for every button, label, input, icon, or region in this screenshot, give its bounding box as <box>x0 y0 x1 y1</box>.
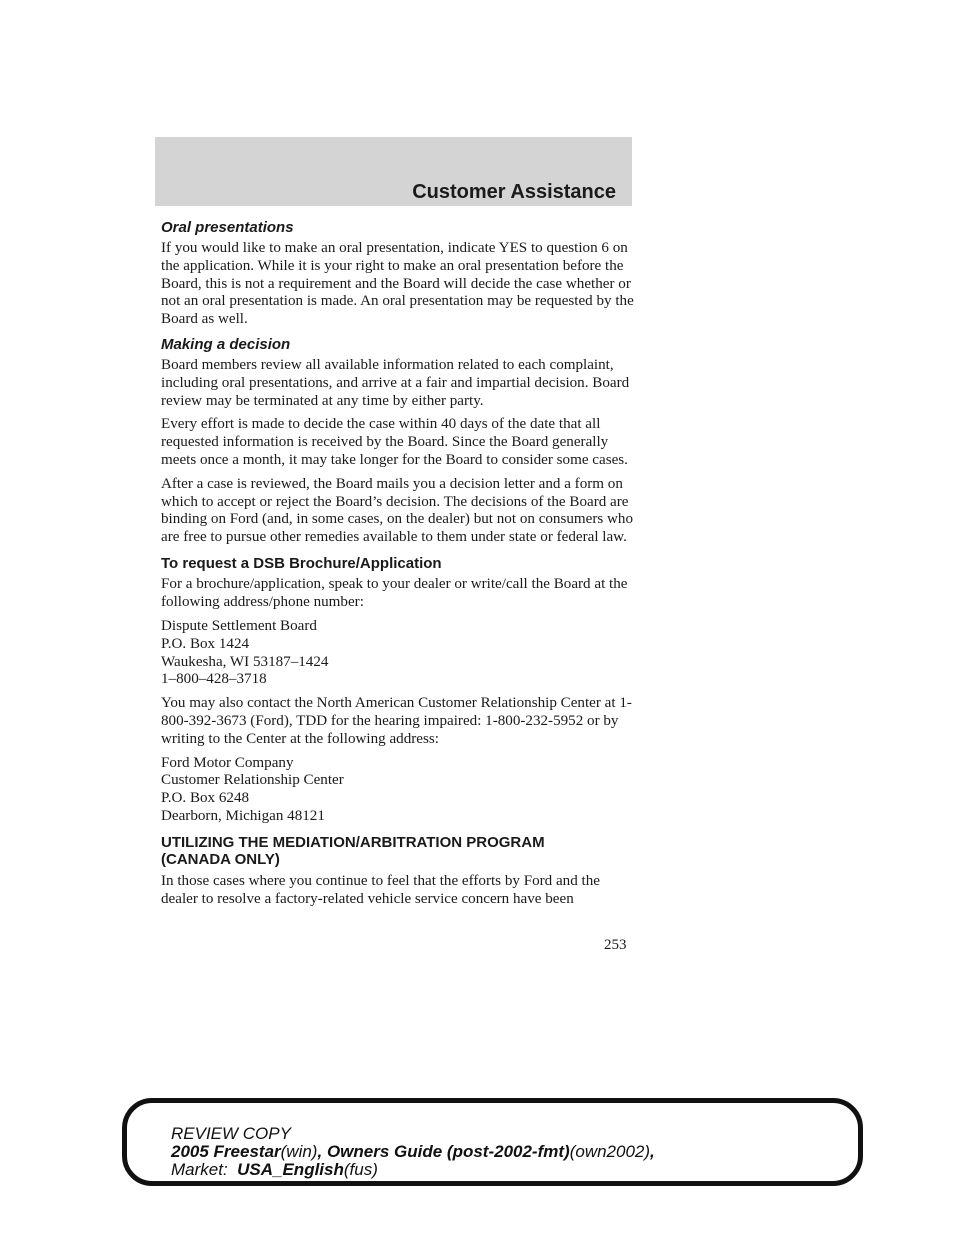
paragraph-decision-1: Board members review all available information related to each complaint, including oral presentations, and arrive at a fair and impartial decision. Board review may be terminated at any time by either party. <box>161 356 630 409</box>
address-line: Dearborn, Michigan 48121 <box>161 808 325 825</box>
address-line: Waukesha, WI 53187–1424 <box>161 653 329 670</box>
address-line: Dispute Settlement Board <box>161 618 317 635</box>
ford-address-block <box>161 755 636 826</box>
section-heading-making-decision: Making a decision <box>161 335 291 353</box>
page-content <box>161 219 636 914</box>
heading-line: (CANADA ONLY) <box>161 851 280 869</box>
section-heading-canada-program <box>161 834 636 869</box>
footer-separator: , <box>650 1142 655 1161</box>
dsb-address-block <box>161 618 636 689</box>
footer-market-label: Market: <box>171 1160 238 1179</box>
address-line: Customer Relationship Center <box>161 772 344 789</box>
footer-guide-code: (own2002) <box>569 1142 651 1161</box>
footer-model-code: (win) <box>280 1142 318 1161</box>
footer-review-label: REVIEW COPY <box>171 1124 291 1143</box>
section-heading-oral-presentations: Oral presentations <box>161 219 294 236</box>
footer-market-line <box>171 1161 655 1179</box>
paragraph-canada: In those cases where you continue to feel that the efforts by Ford and the dealer to resolve a factory-related vehicle service concern have been <box>161 872 600 907</box>
footer-model: 2005 Freestar <box>171 1142 281 1161</box>
heading-line: UTILIZING THE MEDIATION/ARBITRATION PROGRAM <box>161 833 545 851</box>
footer-market-code: (fus) <box>343 1160 378 1179</box>
footer-guide: Owners Guide (post-2002-fmt) <box>326 1142 570 1161</box>
paragraph-decision-3: After a case is reviewed, the Board mails you a decision letter and a form on which to accept or reject the Board’s decision. The decisions of the Board are binding on Ford (and, in some cases, on the dealer) but not on consumers who are free to pursue other remedies available to them under state or federal law. <box>161 475 634 546</box>
footer-separator: , <box>317 1142 327 1161</box>
paragraph-request: For a brochure/application, speak to your dealer or write/call the Board at the following address/phone number: <box>161 576 628 611</box>
paragraph-decision-2: Every effort is made to decide the case within 40 days of the date that all requested information is received by the Board. Since the Board generally meets once a month, it may take longer for the Board to consider some cases. <box>161 416 628 468</box>
address-line: Ford Motor Company <box>161 754 294 771</box>
paragraph-oral-presentations: If you would like to make an oral presentation, indicate YES to question 6 on the application. While it is your right to make an oral presentation before the Board, this is not a requirement and the Board will decide the case whether or not an oral presentation is made. An oral presentation may be requested by the Board as well. <box>161 240 634 328</box>
paragraph-contact-center: You may also contact the North American Customer Relationship Center at 1-800-392-3673 (Ford), TDD for the hearing impaired: 1-800-232-5952 or by writing to the Center at the following address: <box>161 695 632 747</box>
page-title: Customer Assistance <box>412 181 616 203</box>
review-copy-footer <box>122 1098 863 1186</box>
page-number: 253 <box>604 937 627 953</box>
address-line: P.O. Box 1424 <box>161 635 250 652</box>
footer-model-line <box>171 1143 655 1161</box>
section-heading-request-brochure: To request a DSB Brochure/Application <box>161 554 442 572</box>
footer-market: USA_English <box>237 1160 344 1179</box>
footer-text <box>171 1125 655 1179</box>
header-band <box>155 137 632 206</box>
phone-line: 1–800–428–3718 <box>161 671 267 688</box>
address-line: P.O. Box 6248 <box>161 790 250 807</box>
